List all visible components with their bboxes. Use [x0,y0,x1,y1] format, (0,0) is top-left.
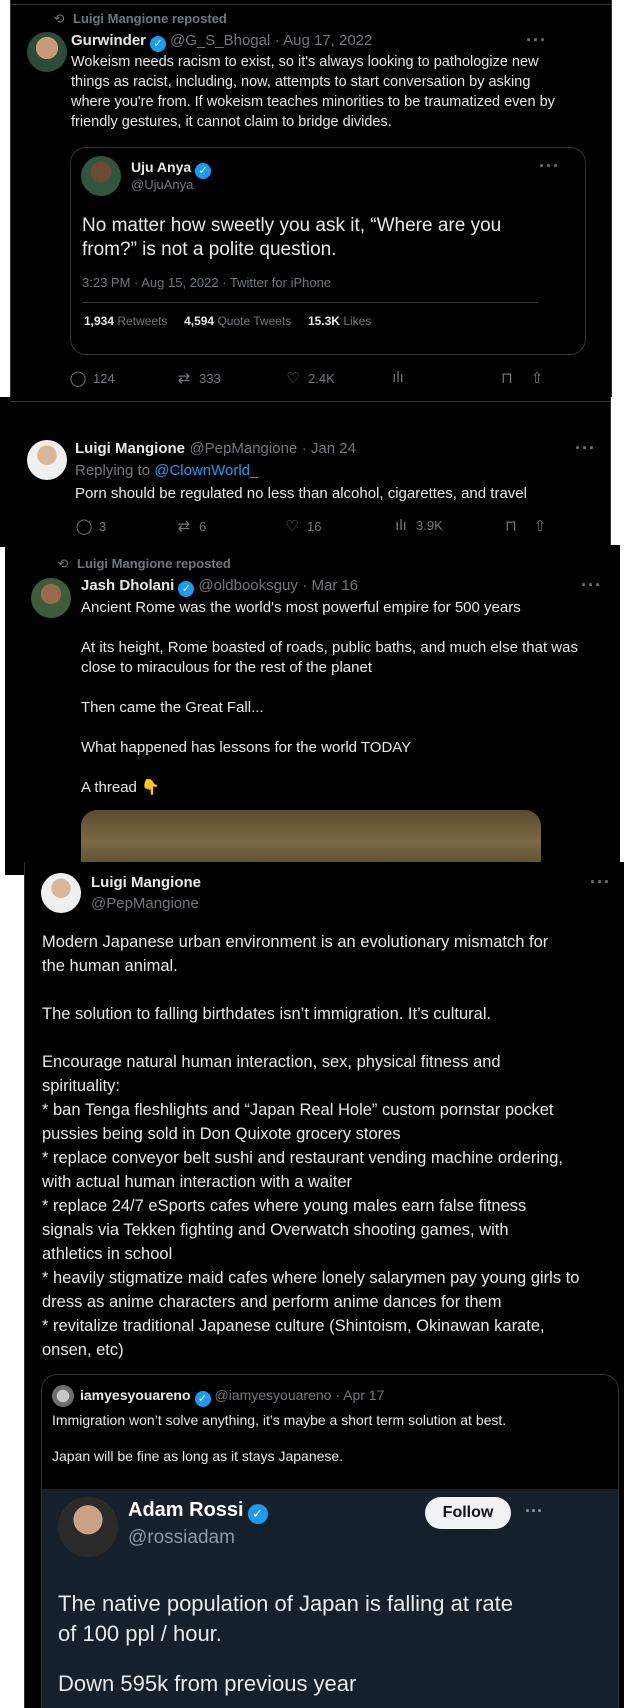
verified-icon: ✓ [248,1504,268,1524]
avatar-jash-dholani[interactable] [31,578,71,618]
bookmark-icon: ⊓ [501,370,513,387]
reply-count: 124 [93,371,115,386]
avatar-iamyesyouareno[interactable] [52,1385,74,1407]
tweet-text: Ancient Rome was the world's most powerful empire for 500 years At its height, Rome boasted of roads, public baths, and much else that was close to miraculous for the rest of the planet Then came the Great Fall... What happened has lessons for the world TODAY A thread 👇 [81,599,578,796]
author-handle[interactable]: @oldbooksguy [198,577,298,594]
embed-author-line [128,1499,272,1524]
repost-icon: ⇄ [177,370,191,387]
more-icon[interactable]: ··· [590,872,611,892]
share-icon: ⇧ [533,518,547,535]
divider [11,4,611,5]
repost-icon: ⇄ [177,518,191,535]
repost-indicator [51,11,227,27]
bookmark-icon: ⊓ [505,518,517,535]
verified-icon: ✓ [195,163,211,179]
tweet-luigi-reply[interactable] [0,397,611,547]
embedded-tweet-image[interactable] [42,1489,618,1708]
quote-author-handle[interactable]: @UjuAnya [131,177,194,192]
embed-text-cut: Down 595k from previous year [58,1671,357,1696]
more-icon[interactable]: ··· [526,30,547,50]
author-line [71,32,372,52]
repost-label: Luigi Mangione reposted [77,556,231,571]
repost-label: Luigi Mangione reposted [73,11,227,26]
views-button[interactable] [392,517,443,534]
replying-prefix: Replying to [75,462,151,479]
reply-icon: ◯ [69,370,87,387]
tweet-jash-dholani[interactable] [5,545,620,875]
quote-tweet-card[interactable] [41,1374,619,1708]
embed-author-handle: @rossiadam [128,1527,235,1548]
embed-text: The native population of Japan is falling at rate of 100 ppl / hour. [58,1591,513,1646]
repost-count: 333 [199,371,221,386]
avatar-gurwinder[interactable] [27,32,67,72]
quotes-count[interactable]: 4,594 [184,314,215,328]
tweet-text: Wokeism needs racism to exist, so it's always looking to pathologize new things as racist, including, now, attempts to start conversation by asking where you're from. If wokeism teaches minorities to be traumatized even by friendly gestures, it cannot claim to bridge divides. [71,54,555,130]
avatar-uju-anya[interactable] [81,156,121,196]
tweet-luigi-japan[interactable] [24,862,624,1708]
reply-button[interactable] [75,517,106,535]
quote-stats [84,314,371,328]
avatar-adam-rossi [58,1497,118,1557]
repost-icon: ⟲ [53,11,65,26]
quote-tweet-card[interactable] [70,147,586,355]
heart-icon: ♡ [286,370,300,387]
quote-author-name[interactable]: iamyesyouareno [80,1387,191,1403]
share-button[interactable] [531,517,555,535]
more-icon[interactable]: ··· [581,575,602,595]
quote-author-name[interactable]: Uju Anya [131,159,192,175]
post-date[interactable]: · Aug 17, 2022 [274,32,373,49]
more-icon[interactable]: ··· [539,156,560,176]
like-count: 16 [307,519,322,534]
likes-count[interactable]: 15.3K [307,314,340,328]
author-line [81,577,358,597]
avatar-luigi[interactable] [27,440,67,480]
repost-icon: ⟲ [57,556,69,571]
author-handle[interactable]: @G_S_Bhogal [170,32,271,49]
author-name[interactable]: Luigi Mangione [75,440,185,457]
quote-author-line [80,1387,384,1407]
quote-text: No matter how sweetly you ask it, “Where are you from?” is not a polite question. [82,215,502,260]
repost-indicator [55,556,231,572]
retweets-label: Retweets [117,314,168,328]
retweets-count[interactable]: 1,934 [84,314,115,328]
repost-button[interactable] [175,369,221,387]
heart-icon: ♡ [285,518,299,535]
divider [82,302,538,303]
views-icon: ılı [392,369,404,386]
author-name[interactable]: Luigi Mangione [91,874,201,891]
follow-button: Follow [425,1497,511,1529]
tweet-text: Modern Japanese urban environment is an evolutionary mismatch for the human animal. The solution to falling birthdates isn’t immigration. It’s cultural. Encourage natural human interaction, sex, physical fitness and spirituality: * ban Tenga fleshlights and “Japan Real Hole” custom pornstar pocket pussies being sold in Don Quixote grocery stores * replace conveyor belt sushi and restaurant vending machine ordering, with actual human interaction with a waiter * replace 24/7 eSports cafes where young males earn false fitness signals via Tekken fighting and Overwatch shooting games, with athletics in school * heavily stigmatize maid cafes where lonely salarymen pay young girls to dress as anime characters and perform anime dances for them * revitalize traditional Japanese culture (Shintoism, Okinawan karate, onsen, etc) [42,933,580,1359]
bookmark-button[interactable] [498,369,522,387]
quote-text: Immigration won’t solve anything, it’s maybe a short term solution at best. Japan will be fine as long as it stays Japanese. [52,1412,507,1464]
author-line [75,440,356,458]
views-button[interactable] [389,369,413,386]
share-button[interactable] [528,369,552,387]
reply-count: 3 [99,519,107,534]
share-icon: ⇧ [530,370,544,387]
avatar-luigi[interactable] [41,873,81,913]
more-icon: ··· [525,1501,543,1521]
tweet-text: Porn should be regulated no less than alcohol, cigarettes, and travel [75,485,527,502]
more-icon[interactable]: ··· [575,438,596,458]
tweet-gurwinder[interactable] [10,0,612,397]
author-handle[interactable]: @PepMangione [189,440,298,457]
author-handle[interactable]: @PepMangione [91,895,199,912]
quote-date[interactable]: · Apr 17 [335,1387,385,1403]
reply-icon: ◯ [75,518,93,535]
like-count: 2.4K [308,371,335,386]
verified-icon: ✓ [195,1391,211,1407]
like-button[interactable] [284,369,335,387]
divider [10,397,610,402]
author-name[interactable]: Gurwinder [71,32,147,49]
embed-author-name: Adam Rossi [128,1499,244,1521]
verified-icon: ✓ [150,36,166,52]
views-count: 3.9K [416,518,443,533]
likes-label: Likes [343,314,372,328]
repost-count: 6 [199,519,207,534]
repost-button[interactable] [175,517,206,535]
author-name[interactable]: Jash Dholani [81,577,175,594]
post-date[interactable]: · Jan 24 [301,440,356,457]
post-date[interactable]: · Mar 16 [302,577,359,594]
quote-author-handle[interactable]: @iamyesyouareno [214,1387,332,1403]
bookmark-button[interactable] [502,517,526,535]
quote-author-line [131,159,215,179]
replying-to-link[interactable]: @ClownWorld_ [154,462,259,479]
like-button[interactable] [283,517,321,535]
replying-to [75,462,258,479]
views-icon: ılı [395,517,407,534]
reply-button[interactable] [69,369,115,387]
verified-icon: ✓ [178,581,194,597]
quotes-label: Quote Tweets [217,314,292,328]
quote-meta: 3:23 PM · Aug 15, 2022 · Twitter for iPhone [82,275,332,290]
